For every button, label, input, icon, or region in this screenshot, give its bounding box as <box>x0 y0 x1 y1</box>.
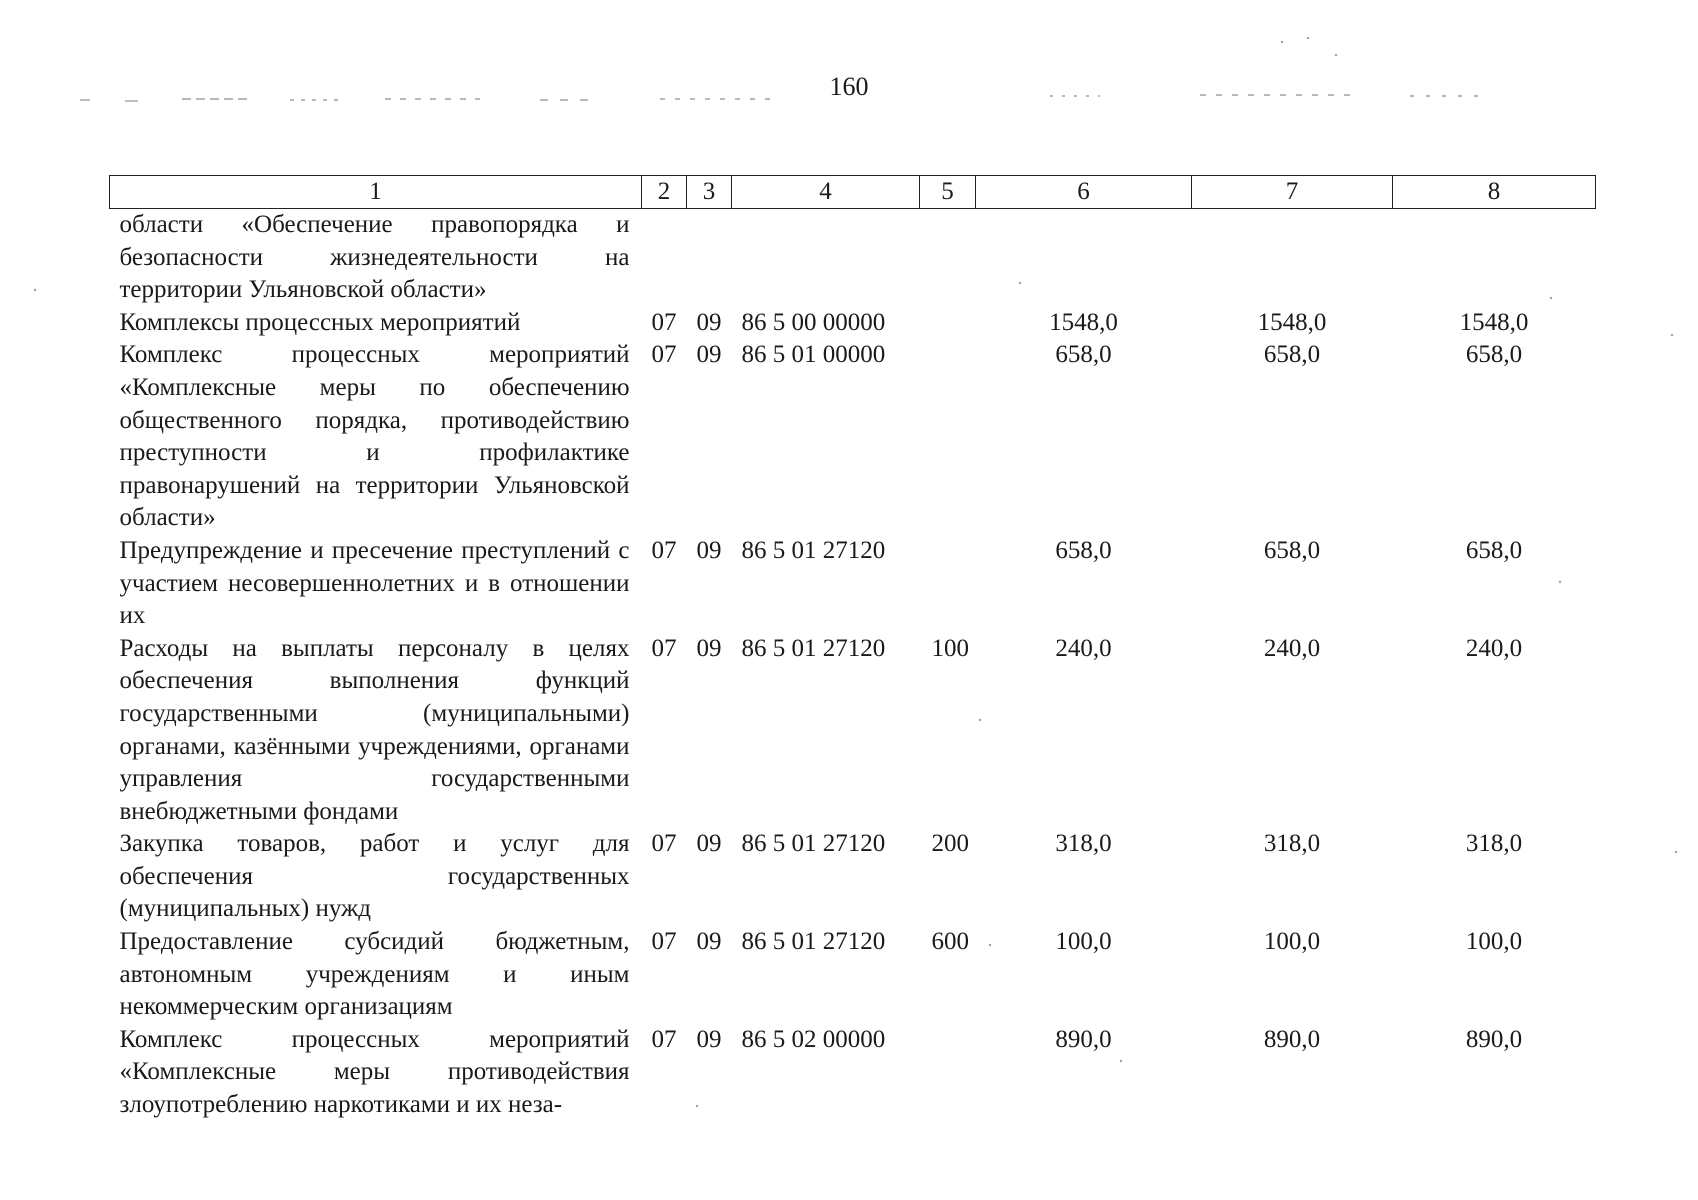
row-subsection: 09 <box>696 308 722 336</box>
column-header: 1 <box>110 176 642 209</box>
row-value-col8: 1548,0 <box>1459 308 1529 336</box>
row-expense-type <box>920 1024 976 1122</box>
row-section: 07 <box>651 341 677 369</box>
row-section: 07 <box>651 928 677 956</box>
row-section: 07 <box>651 634 677 662</box>
row-name: Закупка товаров, работ и услуг для обеспечения государственных (муниципальных) нужд <box>119 830 630 923</box>
row-value-col7: 318,0 <box>1263 830 1321 858</box>
row-section <box>642 209 687 307</box>
row-subsection: 09 <box>696 1025 722 1053</box>
row-value-col8: 100,0 <box>1465 928 1523 956</box>
row-target-article: 86 5 01 27120 <box>741 536 886 564</box>
row-name: Предоставление субсидий бюджетным, автономным учреждениям и иным некоммерческим организациям <box>119 928 630 1021</box>
row-name: Предупреждение и пресечение преступлений с участием несовершеннолетних и в отношении их <box>119 536 630 630</box>
row-value-col8: 318,0 <box>1465 830 1523 858</box>
row-subsection <box>687 209 732 307</box>
row-expense-type <box>920 535 976 633</box>
row-target-article: 86 5 01 27120 <box>741 634 886 662</box>
row-value-col7: 890,0 <box>1263 1025 1321 1053</box>
row-expense-type: 200 <box>931 830 969 858</box>
row-section: 07 <box>651 830 677 858</box>
row-value-col8: 890,0 <box>1465 1025 1523 1053</box>
row-value-col8 <box>1393 209 1596 307</box>
row-value-col7: 100,0 <box>1263 928 1321 956</box>
row-target-article: 86 5 01 27120 <box>741 928 886 956</box>
column-header: 2 <box>642 176 687 209</box>
row-value-col7: 240,0 <box>1263 634 1321 662</box>
column-header: 4 <box>732 176 920 209</box>
row-value-col8: 658,0 <box>1465 536 1523 564</box>
row-subsection: 09 <box>696 830 722 858</box>
row-value-col7: 1548,0 <box>1257 308 1327 336</box>
row-expense-type <box>920 209 976 307</box>
row-value-col6: 318,0 <box>1055 830 1112 858</box>
column-header: 5 <box>920 176 976 209</box>
row-value-col6: 240,0 <box>1055 634 1112 662</box>
row-section: 07 <box>651 1025 677 1053</box>
row-value-col6: 890,0 <box>1055 1025 1112 1053</box>
row-value-col8: 658,0 <box>1465 341 1523 369</box>
row-target-article: 86 5 00 00000 <box>741 308 886 336</box>
row-section: 07 <box>651 536 677 564</box>
row-name: Комплекс процессных мероприятий «Комплексные меры противодействия злоупотреблению наркотиками и их неза- <box>119 1025 630 1119</box>
row-subsection: 09 <box>696 341 722 369</box>
row-value-col6: 1548,0 <box>1049 308 1118 336</box>
row-value-col6: 100,0 <box>1055 928 1112 956</box>
row-target-article: 86 5 01 00000 <box>741 341 886 369</box>
table-row <box>110 1024 1596 1122</box>
row-section: 07 <box>651 308 677 336</box>
row-expense-type: 600 <box>931 928 969 956</box>
row-value-col6: 658,0 <box>1055 536 1112 564</box>
row-value-col7: 658,0 <box>1263 341 1321 369</box>
page-number: 160 <box>829 72 869 101</box>
row-name: Комплексы процессных мероприятий <box>119 308 521 336</box>
column-header: 6 <box>976 176 1192 209</box>
row-target-article: 86 5 02 00000 <box>741 1025 886 1053</box>
budget-table <box>109 175 1596 1122</box>
row-name: Комплекс процессных мероприятий «Комплексные меры по обеспечению общественного порядка, противодействию преступности и профилактике правонарушений на территории Ульяновской области» <box>119 341 630 532</box>
row-name: Расходы на выплаты персоналу в целях обеспечения выполнения функций государственными (муниципальными) органами, казёнными учреждениями, органами управления государственными внебюджетными фондами <box>119 634 630 825</box>
row-expense-type: 100 <box>931 634 969 662</box>
table-row <box>110 535 1596 633</box>
table-row <box>110 926 1596 1024</box>
table-row <box>110 339 1596 535</box>
row-value-col7: 658,0 <box>1263 536 1321 564</box>
row-name: области «Обеспечение правопорядка и безопасности жизнедеятельности на территории Ульяновской области» <box>119 211 630 304</box>
row-value-col6: 658,0 <box>1055 341 1112 369</box>
row-value-col6 <box>976 209 1192 307</box>
table-row <box>110 633 1596 829</box>
row-value-col7 <box>1192 209 1393 307</box>
row-subsection: 09 <box>696 536 722 564</box>
table-row <box>110 828 1596 926</box>
column-header: 3 <box>687 176 732 209</box>
row-expense-type <box>920 307 976 340</box>
row-target-article: 86 5 01 27120 <box>741 830 886 858</box>
row-expense-type <box>920 339 976 535</box>
column-header: 8 <box>1393 176 1596 209</box>
column-header: 7 <box>1192 176 1393 209</box>
row-subsection: 09 <box>696 634 722 662</box>
row-value-col8: 240,0 <box>1465 634 1523 662</box>
row-subsection: 09 <box>696 928 722 956</box>
table-row <box>110 209 1596 307</box>
row-target-article <box>732 209 920 307</box>
table-row <box>110 307 1596 340</box>
table-header-row <box>110 176 1596 209</box>
